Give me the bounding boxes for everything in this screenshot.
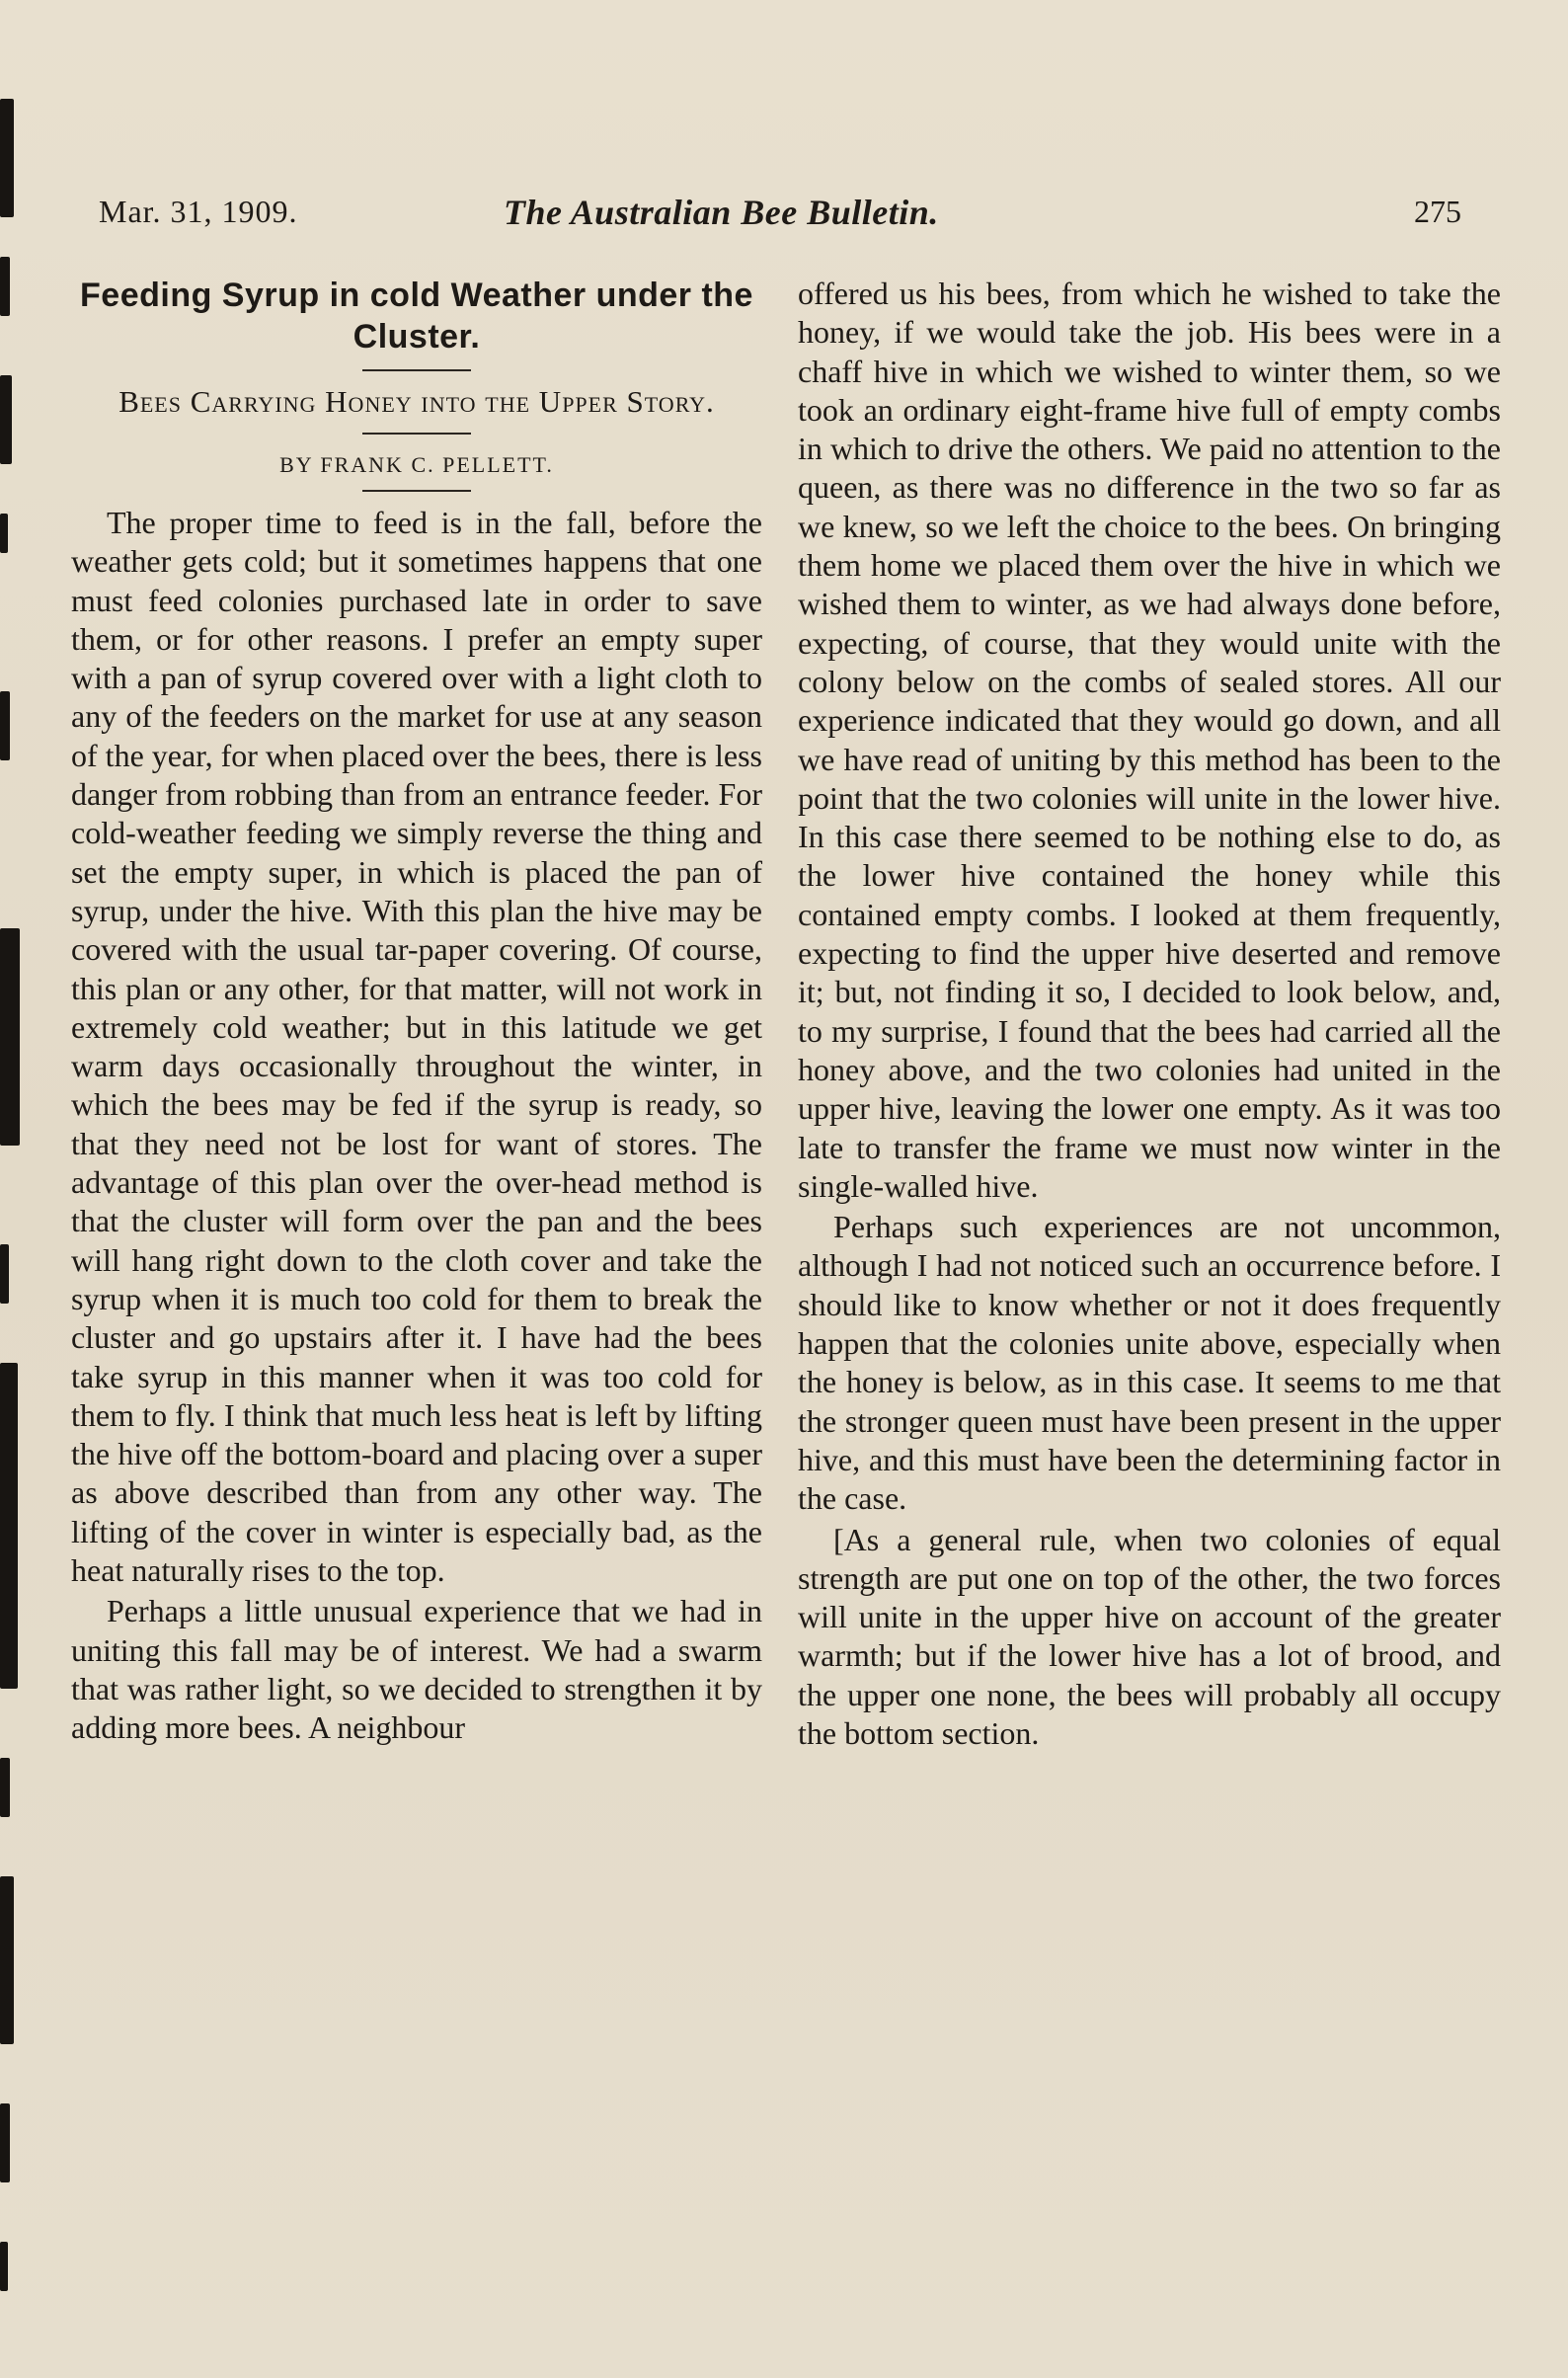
paragraph: [As a general rule, when two colonies of equal strength are put one on top of the other, the two forces will unite in the upper hive on account of the greater warmth; but if the lower hive has a lot of brood, and the upper one none, the bees will probably all occupy the bottom section. xyxy=(798,1521,1501,1751)
divider-rule xyxy=(362,433,471,435)
paragraph: The proper time to feed is in the fall, before the weather gets cold; but it sometimes happens that one must feed colonies purchased late in order to save them, or for other reasons. I prefer an empty super with a pan of syrup covered over with a light cloth to any of the feeders on the market for use at any season of the year, for when placed over the bees, there is less danger from robbing than from an entrance feeder. For cold-weather feeding we simply reverse the thing and set the empty super, in which is placed the pan of syrup, under the hive. With this plan the hive may be covered with the usual tar-paper covering. Of course, this plan or any other, for that matter, will not work in extremely cold weather; but in this latitude we get warm days occasionally throughout the winter, in which the bees may be fed if the syrup is ready, so that they need not be lost for want of stores. The advantage of this plan over the over-head method is that the cluster will form over the pan and the bees will hang right down to the cloth cover and take the syrup when it is much too cold for them to break the cluster and go upstairs after it. I have had the bees take syrup in this manner when it was too cold for them to fly. I think that much less heat is left by lifting the hive off the bottom-board and placing over a super as above described than from any other way. The lifting of the cover in winter is especially bad, as the heat naturally rises to the top. xyxy=(71,505,762,1589)
paragraph: offered us his bees, from which he wished to take the honey, if we would take the job. His bees were in a chaff hive in which we wished to winter them, so we took an ordinary eight-frame hive full of empty combs in which to drive the others. We paid no attention to the queen, as there was no difference in the two so far as we knew, so we left the choice to the bees. On bringing them home we placed them over the hive in which we wished them to winter, as we had always done before, expecting, of course, that they would unite with the colony below on the combs of sealed stores. All our experience indicated that they would go down, and all we have read of uniting by this method has been to the point that the two colonies will unite in the lower hive. In this case there seemed to be nothing else to do, as the lower hive contained the honey while this contained empty combs. I looked at them frequently, expecting to find the upper hive deserted and remove it; but, not finding it so, I decided to look below, and, to my surprise, I found that the bees had carried all the honey above, and the two colonies had united in the upper hive, leaving the lower one empty. As it was too late to transfer the frame we must now winter in the single-walled hive. xyxy=(798,276,1501,1204)
paragraph: Perhaps such experiences are not uncommon, although I had not noticed such an occurrence before. I should like to know whether or not it does frequently happen that the colonies unite above, especially when the honey is below, as in this case. It seems to me that the stronger queen must have been present in the upper hive, and this must have been the determining factor in the case. xyxy=(798,1209,1501,1517)
divider-rule xyxy=(362,369,471,371)
issue-date: Mar. 31, 1909. xyxy=(99,194,298,229)
paragraph: Perhaps a little unusual experience that we had in uniting this fall may be of interest. We had a swarm that was rather light, so we decided to strengthen it by adding more bees. A neighbour xyxy=(71,1593,762,1746)
page-number: 275 xyxy=(1414,194,1461,229)
article-byline: BY FRANK C. PELLETT. xyxy=(279,452,554,477)
running-header xyxy=(99,194,1461,243)
torn-page-edge xyxy=(0,79,22,2311)
divider-rule xyxy=(362,490,471,492)
left-column xyxy=(71,275,762,1748)
right-column xyxy=(798,275,1501,1753)
journal-title: The Australian Bee Bulletin. xyxy=(504,193,939,232)
article-title: Feeding Syrup in cold Weather under the Cluster. xyxy=(80,277,753,356)
article-subheading: Bees Carrying Honey into the Upper Story. xyxy=(118,384,715,419)
